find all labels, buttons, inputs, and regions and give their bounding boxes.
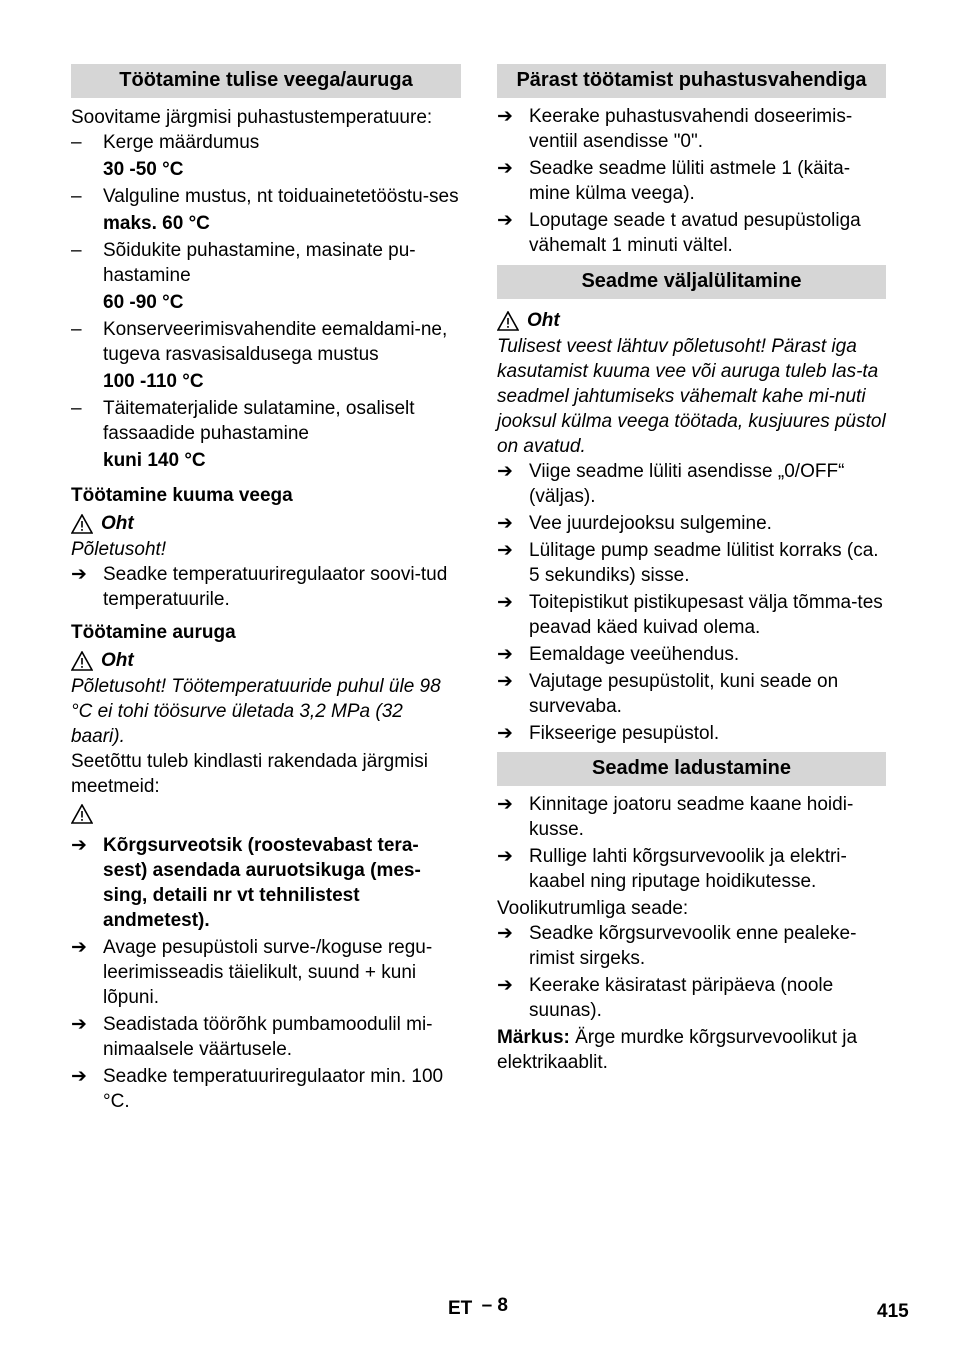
step-text: Keerake käsiratast päripäeva (noole suunas). (529, 975, 834, 1021)
temperature-value: kuni 140 °C (103, 450, 206, 471)
reel-label: Voolikutrumliga seade: (497, 898, 689, 919)
warning-triangle-icon (71, 651, 93, 671)
arrow-right-icon: ➔ (497, 210, 513, 231)
warning-shutdown (497, 307, 886, 334)
after-detergent-steps (497, 104, 886, 258)
temperature-label: Konserveerimisvahendite eemaldami-ne, tugeva rasvasisaldusega mustus (103, 319, 448, 365)
footer-language: ET (448, 1298, 473, 1319)
step-text: Viige seadme lüliti asendisse „0/OFF“ (väljas). (529, 461, 845, 507)
step-text: Lülitage pump seadme lülitist korraks (ca. 5 sekundiks) sisse. (529, 540, 879, 586)
page-number: 415 (877, 1301, 909, 1322)
note-label: Märkus: (497, 1027, 570, 1048)
warning-label: Oht (527, 310, 560, 331)
instruction-step (71, 935, 461, 1010)
arrow-right-icon: ➔ (497, 106, 513, 127)
arrow-right-icon: ➔ (497, 723, 513, 744)
instruction-step (497, 538, 886, 588)
arrow-right-icon: ➔ (497, 923, 513, 944)
instruction-step (497, 792, 886, 842)
arrow-right-icon: ➔ (71, 937, 87, 958)
arrow-right-icon: ➔ (71, 1066, 87, 1087)
reel-steps (497, 921, 886, 1023)
temperature-value: maks. 60 °C (103, 213, 210, 234)
warning-text-steam: Põletusoht! Töötemperatuuride puhul üle 98 °C ei tohi töösurve ületada 3,2 MPa (32 baari). (71, 676, 441, 747)
step-text: Kinnitage joatoru seadme kaane hoidi-kusse. (529, 794, 854, 840)
arrow-right-icon: ➔ (497, 794, 513, 815)
temperature-label: Valguline mustus, nt toiduainetetööstu-ses (103, 186, 459, 207)
step-text: Loputage seade t avatud pesupüstoliga vähemalt 1 minuti vältel. (529, 210, 861, 256)
temperature-label: Kerge määrdumus (103, 132, 260, 153)
footer-section-number: – 8 (481, 1295, 508, 1316)
step-text: Rullige lahti kõrgsurvevoolik ja elektri-kaabel ning riputage hoidikutesse. (529, 846, 847, 892)
dash-bullet: – (71, 132, 82, 153)
temperature-value: 100 -110 °C (103, 371, 204, 392)
step-text: Toitepistikut pistikupesast välja tõmma-tes peavad käed kuivad olema. (529, 592, 883, 638)
warning-hot-water (71, 510, 461, 537)
dash-bullet: – (71, 186, 82, 207)
step-text: Vee juurdejooksu sulgemine. (529, 513, 772, 534)
instruction-step (497, 104, 886, 154)
arrow-right-icon: ➔ (497, 644, 513, 665)
instruction-step (497, 590, 886, 640)
subheading-hot-water: Töötamine kuuma veega (71, 485, 293, 506)
temperature-label: Sõidukite puhastamine, masinate pu-hastamine (103, 240, 416, 286)
arrow-right-icon: ➔ (497, 513, 513, 534)
instruction-step (497, 459, 886, 509)
shutdown-steps (497, 459, 886, 746)
arrow-right-icon: ➔ (71, 564, 87, 585)
dash-bullet: – (71, 240, 82, 261)
temperature-item (71, 396, 461, 446)
section-heading-hot-water-steam: Töötamine tulise veega/auruga (71, 64, 461, 98)
step-text: Keerake puhastusvahendi doseerimis-ventiil asendisse "0". (529, 106, 853, 152)
steam-bold-step (71, 833, 461, 933)
storage-note (497, 1025, 886, 1075)
step-text: Seadke temperatuuriregulaator min. 100 °C. (103, 1066, 444, 1112)
step-text: Eemaldage veeühendus. (529, 644, 740, 665)
warning-text-shutdown: Tulisest veest lähtuv põletusoht! Pärast iga kasutamist kuuma vee või auruga tuleb las-ta seadmel jahtumiseks vähemalt kahe mi-nuti jooksul külma veega töötada, kusjuures püstol on avatud. (497, 336, 886, 457)
arrow-right-icon: ➔ (71, 835, 87, 856)
step-text: Kõrgsurveotsik (roostevabast tera-sest) asendada auruotsikuga (mes-sing, detaili nr vt tehnilistest andmetest). (103, 835, 421, 931)
step-text: Seadistada töörõhk pumbamoodulil mi-nimaalsele väärtusele. (103, 1014, 433, 1060)
steam-note: Seetõttu tuleb kindlasti rakendada järgmisi meetmeid: (71, 751, 428, 797)
instruction-step (71, 1012, 461, 1062)
arrow-right-icon: ➔ (497, 461, 513, 482)
step-text: Seadke temperatuuriregulaator soovi-tud temperatuurile. (103, 564, 448, 610)
warning-text-hot-water: Põletusoht! (71, 539, 167, 560)
right-column (497, 64, 886, 1075)
steam-steps (71, 935, 461, 1114)
subheading-steam: Töötamine auruga (71, 622, 236, 643)
storage-steps (497, 792, 886, 894)
warning-label: Oht (101, 513, 134, 534)
instruction-step (71, 562, 461, 612)
dash-bullet: – (71, 319, 82, 340)
temperature-item (71, 130, 461, 155)
step-text: Vajutage pesupüstolit, kuni seade on survevaba. (529, 671, 839, 717)
instruction-step (497, 669, 886, 719)
warning-steam (71, 647, 461, 674)
arrow-right-icon: ➔ (497, 671, 513, 692)
temperature-item (71, 184, 461, 209)
arrow-right-icon: ➔ (497, 846, 513, 867)
instruction-step (497, 156, 886, 206)
arrow-right-icon: ➔ (497, 158, 513, 179)
warning-symbol-standalone (71, 799, 461, 829)
step-text: Seadke kõrgsurvevoolik enne pealeke-rimist sirgeks. (529, 923, 857, 969)
hot-water-steps (71, 562, 461, 612)
footer-language-section (448, 1296, 508, 1321)
step-text: Seadke seadme lüliti astmele 1 (käita-mine külma veega). (529, 158, 851, 204)
warning-triangle-icon (497, 311, 519, 331)
instruction-step (497, 844, 886, 894)
temperature-label: Täitematerjalide sulatamine, osaliselt fassaadide puhastamine (103, 398, 415, 444)
instruction-step (497, 921, 886, 971)
temperature-intro: Soovitame järgmisi puhastustemperatuure: (71, 107, 433, 128)
temperature-value: 60 -90 °C (103, 292, 184, 313)
section-heading-storage: Seadme ladustamine (497, 752, 886, 786)
step-text: Avage pesupüstoli surve-/koguse regu-leerimisseadis täielikult, suund + kuni lõpuni. (103, 937, 433, 1008)
temperature-value: 30 -50 °C (103, 159, 184, 180)
warning-triangle-icon (71, 804, 93, 824)
instruction-step (497, 721, 886, 746)
temperature-item (71, 317, 461, 367)
temperature-list (71, 130, 461, 473)
warning-label: Oht (101, 650, 134, 671)
section-heading-after-detergent: Pärast töötamist puhastusvahendiga (497, 64, 886, 98)
left-column (71, 64, 461, 1116)
step-text: Fikseerige pesupüstol. (529, 723, 720, 744)
arrow-right-icon: ➔ (497, 592, 513, 613)
instruction-step (497, 511, 886, 536)
instruction-step (497, 208, 886, 258)
instruction-step (497, 973, 886, 1023)
note-text: Ärge murdke kõrgsurvevoolikut ja elektrikaablit. (497, 1027, 858, 1073)
arrow-right-icon: ➔ (497, 975, 513, 996)
instruction-step (497, 642, 886, 667)
temperature-item (71, 238, 461, 288)
warning-triangle-icon (71, 514, 93, 534)
section-heading-shutdown: Seadme väljalülitamine (497, 265, 886, 299)
dash-bullet: – (71, 398, 82, 419)
arrow-right-icon: ➔ (497, 540, 513, 561)
arrow-right-icon: ➔ (71, 1014, 87, 1035)
instruction-step (71, 1064, 461, 1114)
